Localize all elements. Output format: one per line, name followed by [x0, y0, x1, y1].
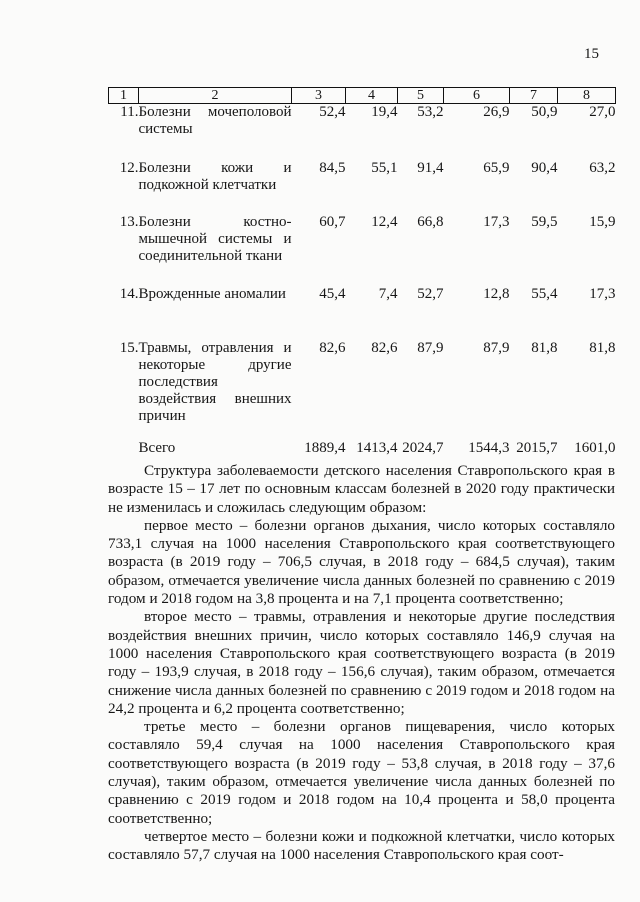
value-cell: 82,6 [371, 339, 398, 356]
row-number: 14. [119, 285, 139, 302]
table-row [109, 160, 616, 214]
value-cell: 90,4 [531, 159, 558, 176]
paragraph: третье место – болезни органов пищеварения, число которых составляло 59,4 случая на 1000 населения Ставропольского края соответствующего возраста (в 2019 году – 53,8 случая, в 2018 году – 37,6 случая), таким образом, отмечается увеличение числа данных болезней по сравнению с 2019 годом и 2018 годом на 10,4 процента и 58,0 процента соответственно; [108, 718, 615, 827]
value-cell: 7,4 [378, 285, 398, 302]
table-row [109, 214, 616, 286]
value-cell: 52,7 [417, 285, 444, 302]
column-header: 8 [558, 88, 616, 104]
value-cell: 55,1 [371, 159, 398, 176]
value-cell: 60,7 [319, 213, 346, 230]
paragraph: четвертое место – болезни кожи и подкожной клетчатки, число которых составляло 57,7 случая на 1000 населения Ставропольского края соот- [108, 827, 615, 864]
column-header: 3 [292, 88, 346, 104]
value-cell: 19,4 [371, 104, 398, 120]
morbidity-table [108, 87, 616, 457]
value-cell: 45,4 [319, 285, 346, 302]
value-cell: 15,9 [589, 213, 616, 230]
total-label: Всего [138, 439, 176, 456]
value-cell: 81,8 [531, 339, 558, 356]
page-number: 15 [584, 46, 599, 62]
column-header: 5 [398, 88, 444, 104]
total-value: 1889,4 [304, 439, 346, 456]
disease-class-name: Врожденные аномалии [138, 285, 286, 302]
value-cell: 84,5 [319, 159, 346, 176]
value-cell: 87,9 [417, 339, 444, 356]
value-cell: 87,9 [483, 339, 510, 356]
value-cell: 65,9 [483, 159, 510, 176]
table-row [109, 286, 616, 340]
paragraph: Структура заболеваемости детского населения Ставропольского края в возрасте 15 – 17 лет по основным классам болезней в 2020 году практически не изменилась и сложилась следующим образом: [108, 462, 615, 516]
value-cell: 59,5 [531, 213, 558, 230]
total-value: 2024,7 [402, 439, 444, 456]
value-cell: 53,2 [417, 104, 444, 120]
disease-class-name: Болезни мочеполовой системы [138, 104, 292, 137]
value-cell: 17,3 [483, 213, 510, 230]
total-value: 2015,7 [516, 439, 558, 456]
row-number: 11. [120, 104, 139, 120]
paragraph: первое место – болезни органов дыхания, число которых составляло 733,1 случая на 1000 населения Ставропольского края соответствующего возраста (в 2019 году – 706,5 случая, в 2018 году – 684,5 случая), таким образом, отмечается увеличение числа данных болезней по сравнению с 2019 годом и 2018 годом на 3,8 процента и на 7,1 процента соответственно; [108, 516, 615, 608]
value-cell: 27,0 [589, 104, 616, 120]
value-cell: 55,4 [531, 285, 558, 302]
value-cell: 12,8 [483, 285, 510, 302]
disease-class-name: Травмы, отравления и некоторые другие последствия воздействия внешних причин [138, 339, 292, 424]
row-number: 12. [119, 159, 139, 176]
value-cell: 26,9 [483, 104, 510, 120]
disease-class-name: Болезни кожи и подкожной клетчатки [138, 159, 292, 193]
value-cell: 17,3 [589, 285, 616, 302]
total-value: 1413,4 [356, 439, 398, 456]
body-text [108, 462, 615, 865]
table-row [109, 340, 616, 440]
column-header: 6 [444, 88, 510, 104]
value-cell: 63,2 [589, 159, 616, 176]
total-value: 1544,3 [468, 439, 510, 456]
column-header: 2 [139, 88, 292, 104]
paragraph: второе место – травмы, отравления и некоторые другие последствия воздействия внешних причин, число которых составляло 146,9 случая на 1000 населения Ставропольского края соответствующего возраста (в 2019 году – 193,9 случая, в 2018 году – 156,6 случая), таким образом, отмечается снижение числа данных болезней по сравнению с 2019 годом и 2018 годом на 24,2 процента и 6,2 процента соответственно; [108, 608, 615, 717]
row-number: 13. [119, 213, 139, 230]
column-header: 7 [510, 88, 558, 104]
disease-class-name: Болезни костно-мышечной системы и соединительной ткани [138, 213, 292, 264]
total-value: 1601,0 [574, 439, 616, 456]
value-cell: 66,8 [417, 213, 444, 230]
total-row [109, 440, 616, 457]
value-cell: 82,6 [319, 339, 346, 356]
row-number: 15. [119, 339, 139, 356]
value-cell: 12,4 [371, 213, 398, 230]
value-cell: 91,4 [417, 159, 444, 176]
value-cell: 50,9 [531, 104, 558, 120]
column-header: 4 [346, 88, 398, 104]
table-row [109, 104, 616, 160]
value-cell: 81,8 [589, 339, 616, 356]
table-header-row [109, 88, 616, 104]
value-cell: 52,4 [319, 104, 346, 120]
column-header: 1 [109, 88, 139, 104]
